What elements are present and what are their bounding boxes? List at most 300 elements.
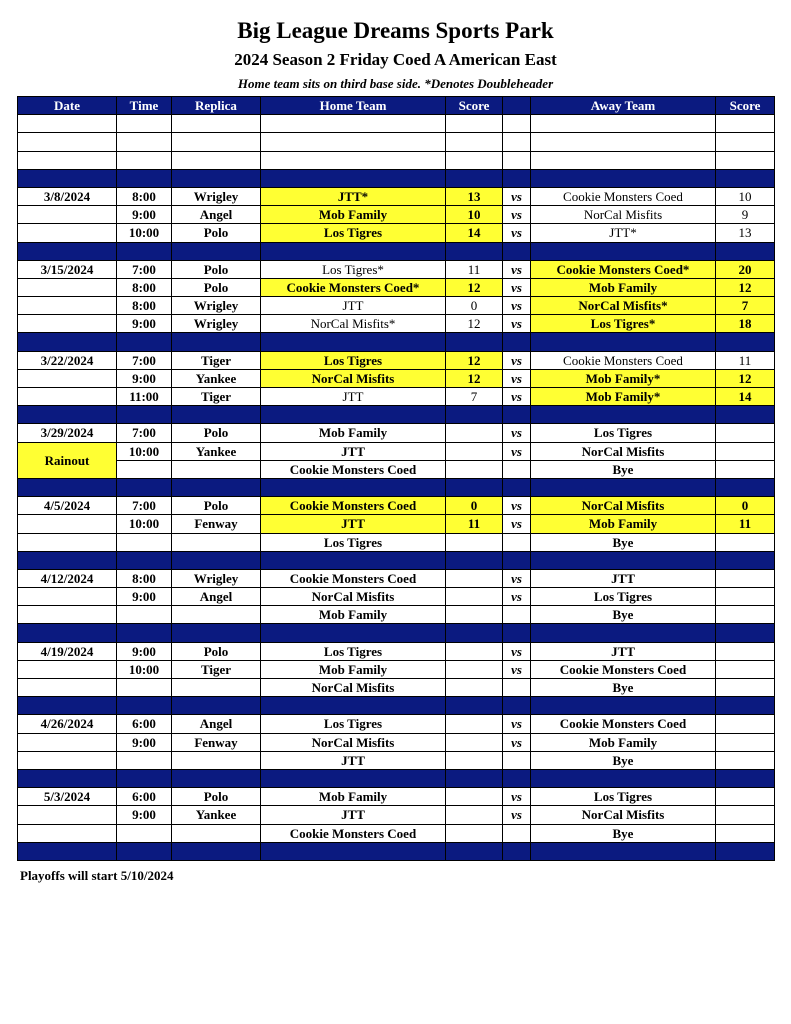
vs-cell: vs [503, 424, 531, 442]
away-team-cell: Los Tigres* [531, 315, 716, 333]
date-cell: 4/12/2024 [18, 569, 117, 587]
home-team-cell: JTT [261, 751, 446, 769]
away-score-cell: 12 [716, 369, 775, 387]
divider-cell [18, 842, 117, 860]
table-row [18, 424, 775, 442]
home-team-cell: JTT [261, 515, 446, 533]
replica-cell: Polo [172, 224, 261, 242]
home-score-cell [446, 733, 503, 751]
page-subtitle: 2024 Season 2 Friday Coed A American East [234, 50, 557, 69]
divider-cell [716, 406, 775, 424]
time-cell: 8:00 [117, 187, 172, 205]
replica-cell: Yankee [172, 806, 261, 824]
time-cell: 8:00 [117, 569, 172, 587]
time-cell: 10:00 [117, 660, 172, 678]
home-team-cell: NorCal Misfits* [261, 315, 446, 333]
home-score-cell [446, 460, 503, 478]
vs-cell [503, 460, 531, 478]
divider-cell [503, 551, 531, 569]
table-row [18, 733, 775, 751]
replica-cell [172, 679, 261, 697]
date-cell: 3/22/2024 [18, 351, 117, 369]
replica-cell: Fenway [172, 515, 261, 533]
section-divider-row [18, 697, 775, 715]
page-title: Big League Dreams Sports Park [237, 18, 554, 43]
home-team-cell: Mob Family [261, 606, 446, 624]
home-team-cell: Los Tigres [261, 642, 446, 660]
home-team-cell: Mob Family [261, 206, 446, 224]
divider-cell [531, 406, 716, 424]
away-team-cell: Mob Family* [531, 369, 716, 387]
time-cell: 7:00 [117, 497, 172, 515]
divider-cell [531, 697, 716, 715]
table-row [18, 260, 775, 278]
time-cell: 9:00 [117, 369, 172, 387]
away-team-cell: NorCal Misfits [531, 806, 716, 824]
away-score-cell [716, 588, 775, 606]
away-score-cell: 10 [716, 187, 775, 205]
home-score-cell [446, 679, 503, 697]
away-score-cell: 11 [716, 351, 775, 369]
divider-cell [261, 169, 446, 187]
divider-cell [18, 624, 117, 642]
home-score-cell [446, 569, 503, 587]
divider-cell [172, 769, 261, 787]
replica-cell: Polo [172, 497, 261, 515]
vs-cell: vs [503, 788, 531, 806]
home-team-cell: JTT [261, 442, 446, 460]
away-score-cell [716, 806, 775, 824]
divider-cell [117, 478, 172, 496]
col-header-time: Time [117, 97, 172, 115]
replica-cell [172, 751, 261, 769]
home-score-cell [446, 660, 503, 678]
table-row [18, 278, 775, 296]
table-row [18, 460, 775, 478]
replica-cell: Angel [172, 206, 261, 224]
divider-cell [172, 478, 261, 496]
divider-cell [117, 842, 172, 860]
date-cell [18, 315, 117, 333]
home-score-cell [446, 715, 503, 733]
col-header-away-score: Score [716, 97, 775, 115]
empty-cell [446, 151, 503, 169]
home-team-cell: Cookie Monsters Coed* [261, 278, 446, 296]
empty-cell [446, 133, 503, 151]
divider-cell [716, 769, 775, 787]
table-row [18, 588, 775, 606]
replica-cell: Polo [172, 642, 261, 660]
away-score-cell: 7 [716, 297, 775, 315]
away-team-cell: Cookie Monsters Coed [531, 660, 716, 678]
divider-cell [716, 169, 775, 187]
divider-cell [446, 242, 503, 260]
vs-cell: vs [503, 351, 531, 369]
playoffs-note: Playoffs will start 5/10/2024 [20, 868, 174, 883]
empty-cell [716, 115, 775, 133]
vs-cell: vs [503, 278, 531, 296]
replica-cell [172, 533, 261, 551]
date-cell [18, 806, 117, 824]
section-divider-row [18, 842, 775, 860]
divider-cell [503, 242, 531, 260]
divider-cell [503, 169, 531, 187]
vs-cell [503, 679, 531, 697]
home-score-cell: 14 [446, 224, 503, 242]
divider-cell [446, 697, 503, 715]
home-score-cell [446, 806, 503, 824]
divider-cell [18, 242, 117, 260]
replica-cell: Tiger [172, 351, 261, 369]
vs-cell [503, 751, 531, 769]
blank-row [18, 133, 775, 151]
empty-cell [172, 151, 261, 169]
date-cell [18, 515, 117, 533]
replica-cell: Polo [172, 260, 261, 278]
divider-cell [531, 242, 716, 260]
table-row [18, 187, 775, 205]
vs-cell: vs [503, 588, 531, 606]
empty-cell [261, 115, 446, 133]
divider-cell [18, 333, 117, 351]
rainout-badge: Rainout [18, 442, 117, 478]
home-score-cell [446, 788, 503, 806]
table-row [18, 788, 775, 806]
away-score-cell: 12 [716, 278, 775, 296]
time-cell [117, 533, 172, 551]
replica-cell: Tiger [172, 388, 261, 406]
time-cell [117, 679, 172, 697]
home-score-cell [446, 606, 503, 624]
empty-cell [172, 133, 261, 151]
divider-cell [117, 769, 172, 787]
time-cell: 10:00 [117, 515, 172, 533]
divider-cell [716, 478, 775, 496]
empty-cell [503, 115, 531, 133]
schedule-table [17, 96, 775, 861]
vs-cell: vs [503, 206, 531, 224]
date-cell [18, 588, 117, 606]
section-divider-row [18, 551, 775, 569]
table-row [18, 351, 775, 369]
time-cell: 9:00 [117, 733, 172, 751]
replica-cell: Wrigley [172, 569, 261, 587]
away-team-cell: Mob Family [531, 278, 716, 296]
empty-cell [446, 115, 503, 133]
table-row [18, 642, 775, 660]
date-cell [18, 606, 117, 624]
divider-cell [172, 551, 261, 569]
date-cell [18, 824, 117, 842]
home-team-cell: NorCal Misfits [261, 679, 446, 697]
section-divider-row [18, 769, 775, 787]
vs-cell [503, 533, 531, 551]
divider-cell [172, 697, 261, 715]
date-cell: 3/8/2024 [18, 187, 117, 205]
home-score-cell: 12 [446, 351, 503, 369]
divider-cell [117, 406, 172, 424]
time-cell: 9:00 [117, 315, 172, 333]
away-team-cell: Bye [531, 751, 716, 769]
table-row [18, 715, 775, 733]
table-row [18, 569, 775, 587]
vs-cell: vs [503, 806, 531, 824]
divider-cell [261, 242, 446, 260]
time-cell: 7:00 [117, 260, 172, 278]
table-row [18, 515, 775, 533]
replica-cell: Wrigley [172, 297, 261, 315]
away-team-cell: Bye [531, 533, 716, 551]
time-cell [117, 824, 172, 842]
replica-cell: Yankee [172, 369, 261, 387]
divider-cell [446, 624, 503, 642]
away-score-cell [716, 751, 775, 769]
empty-cell [503, 133, 531, 151]
away-team-cell: NorCal Misfits [531, 497, 716, 515]
col-header-away-team: Away Team [531, 97, 716, 115]
time-cell [117, 460, 172, 478]
divider-cell [716, 842, 775, 860]
away-score-cell: 18 [716, 315, 775, 333]
empty-cell [261, 133, 446, 151]
away-team-cell: NorCal Misfits* [531, 297, 716, 315]
table-row [18, 388, 775, 406]
vs-cell: vs [503, 224, 531, 242]
home-score-cell [446, 588, 503, 606]
divider-cell [172, 242, 261, 260]
divider-cell [503, 478, 531, 496]
table-row [18, 297, 775, 315]
divider-cell [18, 551, 117, 569]
home-team-cell: JTT [261, 806, 446, 824]
divider-cell [18, 169, 117, 187]
away-score-cell: 13 [716, 224, 775, 242]
time-cell: 9:00 [117, 806, 172, 824]
date-cell [18, 278, 117, 296]
vs-cell: vs [503, 642, 531, 660]
date-cell [18, 224, 117, 242]
away-score-cell [716, 679, 775, 697]
divider-cell [172, 842, 261, 860]
divider-cell [531, 842, 716, 860]
divider-cell [716, 551, 775, 569]
vs-cell [503, 606, 531, 624]
away-team-cell: Bye [531, 824, 716, 842]
vs-cell: vs [503, 388, 531, 406]
home-team-cell: Los Tigres [261, 533, 446, 551]
divider-cell [503, 769, 531, 787]
time-cell: 10:00 [117, 442, 172, 460]
time-cell: 8:00 [117, 278, 172, 296]
away-team-cell: Los Tigres [531, 424, 716, 442]
date-cell: 4/26/2024 [18, 715, 117, 733]
divider-cell [172, 624, 261, 642]
away-team-cell: JTT [531, 569, 716, 587]
time-cell: 7:00 [117, 351, 172, 369]
replica-cell [172, 460, 261, 478]
empty-cell [172, 115, 261, 133]
date-cell [18, 206, 117, 224]
away-score-cell: 20 [716, 260, 775, 278]
divider-cell [531, 769, 716, 787]
divider-cell [446, 406, 503, 424]
home-team-cell: NorCal Misfits [261, 588, 446, 606]
divider-cell [531, 624, 716, 642]
home-score-cell [446, 751, 503, 769]
divider-cell [503, 697, 531, 715]
time-cell [117, 606, 172, 624]
date-cell [18, 388, 117, 406]
home-team-cell: JTT [261, 388, 446, 406]
section-divider-row [18, 242, 775, 260]
away-score-cell [716, 442, 775, 460]
table-header-row [18, 97, 775, 115]
home-score-cell: 12 [446, 278, 503, 296]
away-team-cell: Mob Family [531, 515, 716, 533]
home-score-cell [446, 442, 503, 460]
away-team-cell: Cookie Monsters Coed [531, 187, 716, 205]
time-cell: 7:00 [117, 424, 172, 442]
section-divider-row [18, 333, 775, 351]
col-header-home-score: Score [446, 97, 503, 115]
divider-cell [117, 242, 172, 260]
away-team-cell: NorCal Misfits [531, 206, 716, 224]
table-row [18, 315, 775, 333]
table-row [18, 442, 775, 460]
vs-cell: vs [503, 260, 531, 278]
time-cell: 6:00 [117, 715, 172, 733]
divider-cell [261, 406, 446, 424]
vs-cell: vs [503, 733, 531, 751]
vs-cell: vs [503, 515, 531, 533]
date-cell: 3/15/2024 [18, 260, 117, 278]
away-team-cell: Bye [531, 606, 716, 624]
blank-row [18, 115, 775, 133]
divider-cell [18, 406, 117, 424]
vs-cell: vs [503, 660, 531, 678]
divider-cell [261, 551, 446, 569]
date-cell: 5/3/2024 [18, 788, 117, 806]
away-team-cell: Cookie Monsters Coed [531, 351, 716, 369]
home-team-cell: Cookie Monsters Coed [261, 460, 446, 478]
away-score-cell [716, 788, 775, 806]
empty-cell [117, 151, 172, 169]
divider-cell [503, 624, 531, 642]
away-team-cell: Los Tigres [531, 588, 716, 606]
away-team-cell: Mob Family [531, 733, 716, 751]
away-score-cell [716, 606, 775, 624]
date-cell [18, 679, 117, 697]
date-cell [18, 369, 117, 387]
home-team-cell: Los Tigres [261, 715, 446, 733]
time-cell: 6:00 [117, 788, 172, 806]
col-header-date: Date [18, 97, 117, 115]
divider-cell [172, 169, 261, 187]
table-row [18, 497, 775, 515]
replica-cell: Yankee [172, 442, 261, 460]
divider-cell [261, 333, 446, 351]
table-row [18, 806, 775, 824]
home-team-cell: Cookie Monsters Coed [261, 824, 446, 842]
replica-cell: Wrigley [172, 187, 261, 205]
divider-cell [446, 551, 503, 569]
vs-cell: vs [503, 297, 531, 315]
divider-cell [531, 478, 716, 496]
replica-cell: Polo [172, 788, 261, 806]
home-team-cell: Los Tigres [261, 351, 446, 369]
home-score-cell: 7 [446, 388, 503, 406]
home-team-cell: JTT* [261, 187, 446, 205]
divider-cell [261, 697, 446, 715]
divider-cell [261, 769, 446, 787]
home-score-cell: 0 [446, 297, 503, 315]
away-team-cell: Bye [531, 679, 716, 697]
vs-cell: vs [503, 315, 531, 333]
home-team-cell: Mob Family [261, 660, 446, 678]
col-header-vs [503, 97, 531, 115]
divider-cell [261, 624, 446, 642]
divider-cell [117, 697, 172, 715]
time-cell: 9:00 [117, 588, 172, 606]
away-team-cell: JTT [531, 642, 716, 660]
schedule-note: Home team sits on third base side. *Denotes Doubleheader [237, 76, 554, 91]
empty-cell [716, 151, 775, 169]
away-team-cell: Los Tigres [531, 788, 716, 806]
empty-cell [531, 115, 716, 133]
replica-cell: Polo [172, 424, 261, 442]
divider-cell [446, 169, 503, 187]
home-team-cell: Cookie Monsters Coed [261, 497, 446, 515]
divider-cell [446, 769, 503, 787]
home-score-cell: 0 [446, 497, 503, 515]
vs-cell: vs [503, 569, 531, 587]
away-score-cell [716, 824, 775, 842]
home-score-cell: 11 [446, 515, 503, 533]
away-score-cell [716, 733, 775, 751]
table-row [18, 206, 775, 224]
divider-cell [172, 333, 261, 351]
table-row [18, 824, 775, 842]
away-score-cell: 9 [716, 206, 775, 224]
home-score-cell [446, 424, 503, 442]
away-team-cell: JTT* [531, 224, 716, 242]
home-team-cell: Los Tigres [261, 224, 446, 242]
empty-cell [18, 133, 117, 151]
home-score-cell [446, 824, 503, 842]
empty-cell [503, 151, 531, 169]
home-team-cell: NorCal Misfits [261, 733, 446, 751]
replica-cell: Tiger [172, 660, 261, 678]
divider-cell [446, 842, 503, 860]
divider-cell [446, 478, 503, 496]
divider-cell [18, 697, 117, 715]
empty-cell [18, 151, 117, 169]
home-score-cell: 12 [446, 315, 503, 333]
time-cell: 9:00 [117, 642, 172, 660]
table-row [18, 224, 775, 242]
date-cell [18, 533, 117, 551]
date-cell: 4/5/2024 [18, 497, 117, 515]
empty-cell [117, 115, 172, 133]
table-row [18, 533, 775, 551]
divider-cell [531, 169, 716, 187]
away-score-cell [716, 533, 775, 551]
vs-cell [503, 824, 531, 842]
time-cell: 11:00 [117, 388, 172, 406]
date-cell [18, 733, 117, 751]
vs-cell: vs [503, 442, 531, 460]
divider-cell [117, 551, 172, 569]
